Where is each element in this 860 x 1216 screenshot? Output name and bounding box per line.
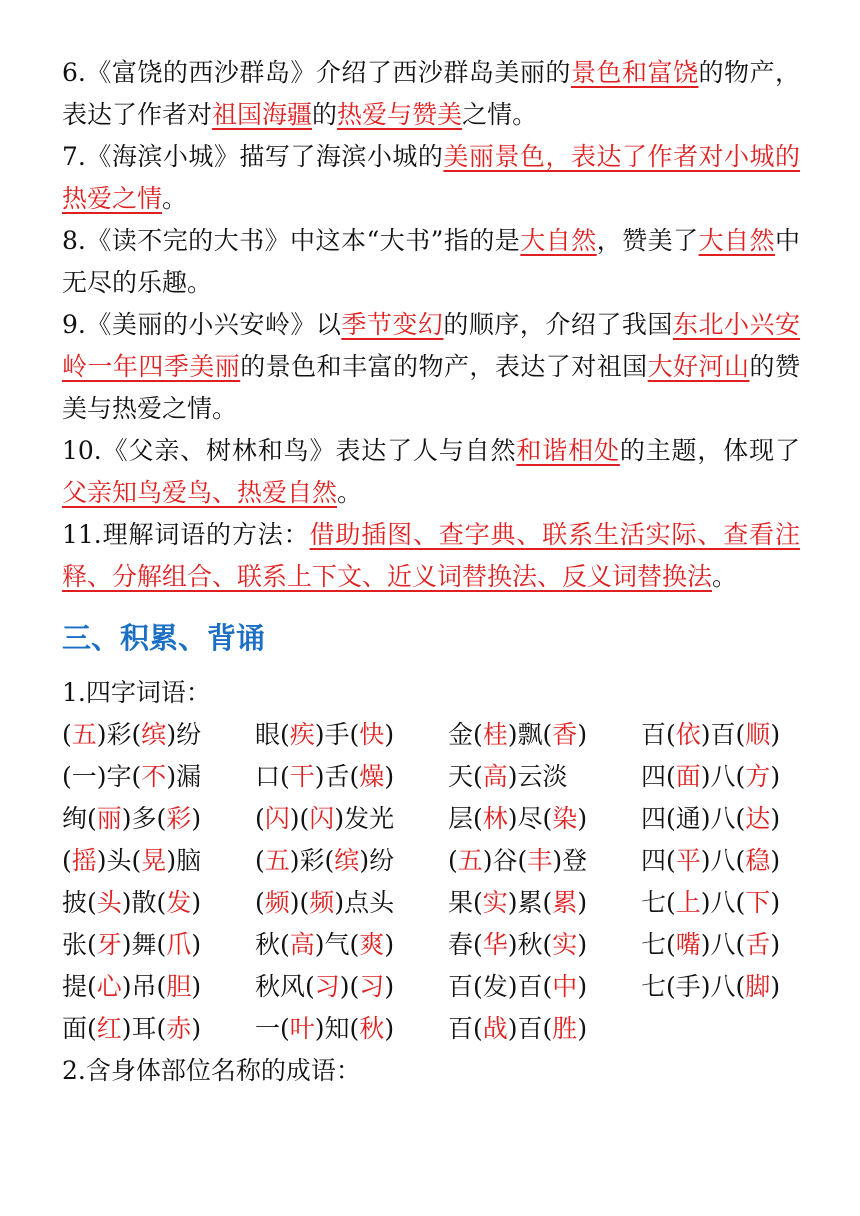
idiom-text: )彩( [289,846,335,875]
idiom-answer: 嘴 [675,930,701,959]
idiom-text: )百( [700,720,746,749]
idiom-answer: 闪 [264,804,290,833]
idiom-answer: 秋 [359,1014,385,1043]
paragraph-text: ，赞美了 [596,226,699,255]
idiom-text: 一( [255,1014,290,1043]
idiom-text: )纷 [166,720,202,749]
subheading-body-part-idioms: 2.含身体部位名称的成语： [62,1056,361,1085]
idiom-text: )八( [700,846,746,875]
idiom-answer: 晃 [141,846,167,875]
idiom-text: )尽( [507,804,553,833]
idiom-text: ) [770,720,781,749]
idiom-text: 眼( [255,720,290,749]
idiom-answer: 香 [552,720,578,749]
idiom-text: 提( [62,972,97,1001]
idiom-item [255,966,448,1008]
idiom-answer: 红 [96,1014,122,1043]
idiom-answer: 频 [309,888,335,917]
idiom-answer: 高 [289,930,315,959]
paragraph-text: 8.《读不完的大书》中这本“大书”指的是 [62,226,521,255]
idiom-answer: 五 [71,720,97,749]
idiom-text: )吊( [121,972,167,1001]
idiom-item [62,882,255,924]
idiom-answer: 牙 [96,930,122,959]
idiom-answer: 达 [745,804,771,833]
paragraph-text: 6.《富饶的西沙群岛》介绍了西沙群岛美丽的 [62,58,571,87]
idiom-text: ) [384,720,395,749]
idiom-grid [62,714,800,1050]
answer-highlight: 父亲知鸟爱鸟、热爱自然 [62,478,338,507]
idiom-answer: 舌 [745,930,771,959]
idiom-answer: 赤 [166,1014,192,1043]
idiom-answer: 快 [359,720,385,749]
idiom-answer: 习 [314,972,340,1001]
idiom-item [448,840,641,882]
idiom-item [448,882,641,924]
idiom-text: )秋( [507,930,553,959]
paragraph [62,52,800,136]
answer-highlight: 美丽景色，表达了作者对小城的热爱之情 [62,142,800,213]
idiom-answer: 林 [482,804,508,833]
idiom-answer: 上 [675,888,701,917]
idiom-answer: 实 [552,930,578,959]
idiom-item [641,882,801,924]
idiom-answer: 频 [264,888,290,917]
answer-highlight: 祖国海疆 [212,100,313,129]
idiom-text: 七( [641,972,676,1001]
idiom-answer: 高 [482,762,508,791]
paragraph [62,514,800,598]
idiom-item [255,924,448,966]
idiom-text: )八( [700,804,746,833]
idiom-text: )( [289,888,310,917]
idiom-text: 披( [62,888,97,917]
idiom-text: 百( [448,1014,483,1043]
idiom-text: )登 [552,846,588,875]
paragraph-text: 的物产，表达了作者对 [62,58,800,129]
idiom-text: ) [384,1014,395,1043]
idiom-text: ) [191,804,202,833]
idiom-text: 秋风( [255,972,315,1001]
answer-highlight: 大自然 [698,226,775,255]
idiom-text: 发 [482,972,508,1001]
paragraph-text: 。 [712,562,738,591]
idiom-text: ( [62,846,72,875]
idiom-answer: 爽 [359,930,385,959]
idiom-answer: 顺 [745,720,771,749]
idiom-text: )散( [121,888,167,917]
idiom-text: 四( [641,846,676,875]
idiom-answer: 下 [745,888,771,917]
idiom-text: 四( [641,804,676,833]
idiom-answer: 干 [289,762,315,791]
idiom-answer: 心 [96,972,122,1001]
idiom-text: )舌( [314,762,360,791]
idiom-text: 手 [675,972,701,1001]
idiom-answer: 叶 [289,1014,315,1043]
paragraph [62,430,800,514]
idiom-answer: 五 [264,846,290,875]
idiom-item [62,966,255,1008]
idiom-text: 面( [62,1014,97,1043]
idiom-text: 层( [448,804,483,833]
paragraph-text: 的主题，体现了 [619,436,800,465]
idiom-answer: 稳 [745,846,771,875]
idiom-text: )纷 [359,846,395,875]
idiom-answer: 习 [359,972,385,1001]
idiom-text: ) [577,1014,588,1043]
idiom-answer: 五 [457,846,483,875]
idiom-answer: 战 [482,1014,508,1043]
idiom-answer: 实 [482,888,508,917]
idiom-item [62,798,255,840]
paragraph [62,136,800,220]
idiom-item [255,798,448,840]
idiom-text: 一 [71,762,97,791]
answer-highlight: 东北小兴安岭一年四季美丽 [62,310,800,381]
idiom-item [641,966,801,1008]
idiom-text: )手( [314,720,360,749]
idiom-text: ) [191,1014,202,1043]
paragraph-text: 的 [312,100,338,129]
idiom-text: ( [448,846,458,875]
idiom-text: )多( [121,804,167,833]
paragraph-text: 。 [337,478,363,507]
paragraph-text: 10.《父亲、树林和鸟》表达了人与自然 [62,436,517,465]
idiom-text: )飘( [507,720,553,749]
idiom-answer: 累 [552,888,578,917]
answer-highlight: 热爱与赞美 [337,100,463,129]
paragraph-text: 9.《美丽的小兴安岭》以 [62,310,342,339]
answer-highlight: 和谐相处 [516,436,620,465]
idiom-item [448,798,641,840]
idiom-answer: 头 [96,888,122,917]
idiom-item [62,714,255,756]
idiom-text: )( [289,804,310,833]
idiom-text: ) [191,930,202,959]
idiom-text: )百( [507,972,553,1001]
idiom-answer: 缤 [334,846,360,875]
idiom-text: )云淡 [507,762,568,791]
idiom-item [448,756,641,798]
idiom-text: 绚( [62,804,97,833]
idiom-answer: 缤 [141,720,167,749]
idiom-answer: 丽 [96,804,122,833]
idiom-text: ) [384,930,395,959]
answer-highlight: 大自然 [520,226,597,255]
idiom-item [641,714,801,756]
idiom-text: ) [577,930,588,959]
idiom-item [255,882,448,924]
idiom-item [448,714,641,756]
idiom-text: ) [770,888,781,917]
idiom-text: )气( [314,930,360,959]
idiom-answer: 彩 [166,804,192,833]
idiom-text: 春( [448,930,483,959]
idiom-text: ) [770,804,781,833]
idiom-item [62,924,255,966]
idiom-text: ) [770,846,781,875]
idiom-item [641,840,801,882]
idiom-answer: 燥 [359,762,385,791]
paragraph [62,304,800,430]
idiom-text: 秋( [255,930,290,959]
idiom-text: )舞( [121,930,167,959]
idiom-text: 金( [448,720,483,749]
idiom-text: ) [191,888,202,917]
idiom-text: )字( [96,762,142,791]
idiom-answer: 平 [675,846,701,875]
idiom-text: 张( [62,930,97,959]
idiom-text: ) [770,972,781,1001]
lesson-summary [62,52,800,598]
idiom-text: 果( [448,888,483,917]
idiom-item [641,798,801,840]
idiom-item [641,756,801,798]
idiom-answer: 闪 [309,804,335,833]
idiom-text: ) [191,972,202,1001]
idiom-text: ) [770,930,781,959]
answer-highlight: 大好河山 [647,352,750,381]
answer-highlight: 借助插图、查字典、联系生活实际、查看注释、分解组合、联系上下文、近义词替换法、反义词替换法 [62,520,800,591]
idiom-answer: 方 [745,762,771,791]
idiom-item [62,1008,255,1050]
idiom-text: ( [255,804,265,833]
paragraph-text: 中无尽的乐趣。 [62,226,800,297]
idiom-answer: 脚 [745,972,771,1001]
idiom-text: 七( [641,888,676,917]
paragraph-text: 的景色和丰富的物产，表达了对祖国 [240,352,648,381]
idiom-text: ( [255,846,265,875]
idiom-text: )八( [700,972,746,1001]
idiom-item [448,1008,641,1050]
idiom-answer: 华 [482,930,508,959]
idiom-item [448,924,641,966]
idiom-item [255,1008,448,1050]
idiom-text: )头( [96,846,142,875]
idiom-text: )八( [700,930,746,959]
subheading-four-char-idioms: 1.四字词语： [62,678,211,707]
paragraph-text: 之情。 [462,100,538,129]
idiom-answer: 不 [141,762,167,791]
idiom-text: )八( [700,888,746,917]
idiom-item [448,966,641,1008]
idiom-text: ) [770,762,781,791]
idiom-text: ( [62,720,72,749]
paragraph-text: 11.理解词语的方法： [62,520,310,549]
idiom-answer: 染 [552,804,578,833]
idiom-answer: 面 [675,762,701,791]
idiom-text: ) [577,972,588,1001]
idiom-text: )漏 [166,762,202,791]
idiom-text: ( [62,762,72,791]
answer-highlight: 季节变幻 [341,310,444,339]
idiom-text: ) [384,972,395,1001]
paragraph [62,220,800,304]
idiom-text: )耳( [121,1014,167,1043]
idiom-text: 天( [448,762,483,791]
idiom-text: )知( [314,1014,360,1043]
idiom-answer: 中 [552,972,578,1001]
idiom-text: ( [255,888,265,917]
idiom-answer: 爪 [166,930,192,959]
idiom-text: ) [577,804,588,833]
idiom-item [255,840,448,882]
idiom-item [62,840,255,882]
idiom-text: ) [577,888,588,917]
idiom-text: )彩( [96,720,142,749]
idiom-text: 通 [675,804,701,833]
idiom-item [62,756,255,798]
idiom-text: )百( [507,1014,553,1043]
paragraph-text: 的赞美与热爱之情。 [62,352,800,423]
idiom-answer: 依 [675,720,701,749]
idiom-item [641,924,801,966]
paragraph-text: 7.《海滨小城》描写了海滨小城的 [62,142,444,171]
idiom-text: 百( [641,720,676,749]
idiom-answer: 摇 [71,846,97,875]
idiom-answer: 桂 [482,720,508,749]
idiom-text: )发光 [334,804,395,833]
idiom-text: )谷( [482,846,528,875]
answer-highlight: 景色和富饶 [570,58,699,87]
idiom-text: ) [577,720,588,749]
section-title: 三、积累、背诵 [62,621,266,655]
idiom-text: 百( [448,972,483,1001]
paragraph-text: 的顺序，介绍了我国 [443,310,673,339]
idiom-text: )累( [507,888,553,917]
idiom-text: 七( [641,930,676,959]
idiom-answer: 丰 [527,846,553,875]
idiom-text: )八( [700,762,746,791]
idiom-answer: 胆 [166,972,192,1001]
idiom-text: ) [384,762,395,791]
paragraph-text: 。 [162,184,188,213]
idiom-text: )脑 [166,846,202,875]
idiom-text: 四( [641,762,676,791]
idiom-text: )( [339,972,360,1001]
idiom-text: 口( [255,762,290,791]
idiom-answer: 疾 [289,720,315,749]
idiom-item [255,714,448,756]
idiom-answer: 发 [166,888,192,917]
idiom-text: )点头 [334,888,395,917]
idiom-item [255,756,448,798]
idiom-answer: 胜 [552,1014,578,1043]
